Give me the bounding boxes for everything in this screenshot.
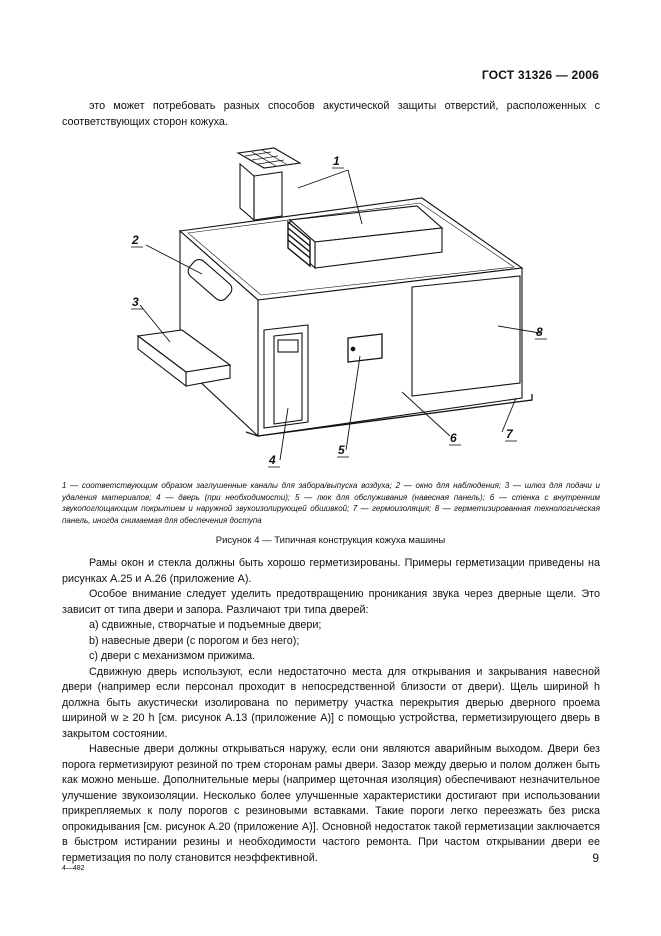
list-item: b) навесные двери (с порогом и без него); [89, 634, 300, 647]
label-1: 1 [333, 154, 340, 168]
label-5: 5 [338, 443, 345, 457]
hatch-knob [351, 347, 355, 351]
duct-stack-side [240, 164, 254, 220]
list-item: с) двери с механизмом прижима. [89, 650, 256, 662]
label-6: 6 [450, 431, 457, 445]
duct-grille [238, 148, 300, 168]
standard-code: ГОСТ 31326 — 2006 [481, 68, 599, 82]
body-text [62, 556, 600, 866]
enclosure-figure [62, 140, 600, 480]
door-window [278, 340, 298, 352]
page-number: 9 [592, 851, 599, 865]
technological-panel [412, 276, 520, 396]
label-8: 8 [536, 325, 543, 339]
label-4: 4 [269, 453, 276, 467]
print-code: 4—482 [62, 865, 85, 872]
paragraph: Сдвижную дверь используют, если недостаточно места для открывания и закрывания навесной двери (например если персонал проходит в непосредственной близости от двери). Щель шириной h должна быть акустически изолирована по периметру участка перекрытия дверью дверного проема шириной w ≥ 20 h [см. рисунок А.13 (приложение А)] с помощью устройства, герметизирующего дверь в закрытом состоянии. [62, 665, 600, 740]
duct-stack-front [254, 172, 282, 220]
paragraph: Рамы окон и стекла должны быть хорошо герметизированы. Примеры герметизации приведены на рисунках А.25 и А.26 (приложение А). [62, 557, 600, 585]
enclosure-drawing [62, 140, 600, 480]
list-item: а) сдвижные, створчатые и подъемные двери; [89, 619, 322, 631]
figure-caption: Рисунок 4 — Типичная конструкция кожуха машины [215, 535, 446, 546]
leader-1a [298, 170, 348, 188]
figure-legend: 1 — соответствующим образом заглушенные каналы для забора/выпуска воздуха; 2 — окно для наблюдения; 3 — шлюз для подачи и удаления материалов; 4 — дверь (при необходимости); 5 — люк для обслуживания (навесная панель); 6 — стенка с внутренним звукопоглощающим покрытием и наружной звукоизолирующей обшивкой; 7 — гермоизоляция; 8 — герметизированная технологическая панель, иногда снимаемая для обеспечения доступа [62, 481, 600, 525]
paragraph: Навесные двери должны открываться наружу, если они являются аварийным выходом. Двери без порога герметизируют резиной по трем сторонам рамы двери. Зазор между дверью и полом должен быть как можно меньше. Дополнительные меры (например щеточная изоляция) обеспечивают незначительное улучшение звукоизоляции. Несколько более улучшенные характеристики достигают при использовании прикрепляемых к полу порогов с резиновыми вставками. Такие пороги легко переезжать без риска опрокидывания [см. рисунок А.20 (приложение А)]. Основной недостаток такой герметизации заключается в быстром истирании резины и необходимости частого ремонта. При частом открывании двери ее герметизация по полу становится неэффективной. [62, 743, 600, 864]
label-7: 7 [506, 427, 513, 441]
paragraph: Особое внимание следует уделить предотвращению проникания звука через дверные щели. Это зависит от типа двери и запора. Различают три типа дверей: [62, 588, 600, 616]
label-3: 3 [132, 295, 139, 309]
label-2: 2 [132, 233, 139, 247]
intro-paragraph: это может потребовать разных способов акустической защиты отверстий, расположенных с соответствующих сторон кожуха. [62, 100, 600, 128]
